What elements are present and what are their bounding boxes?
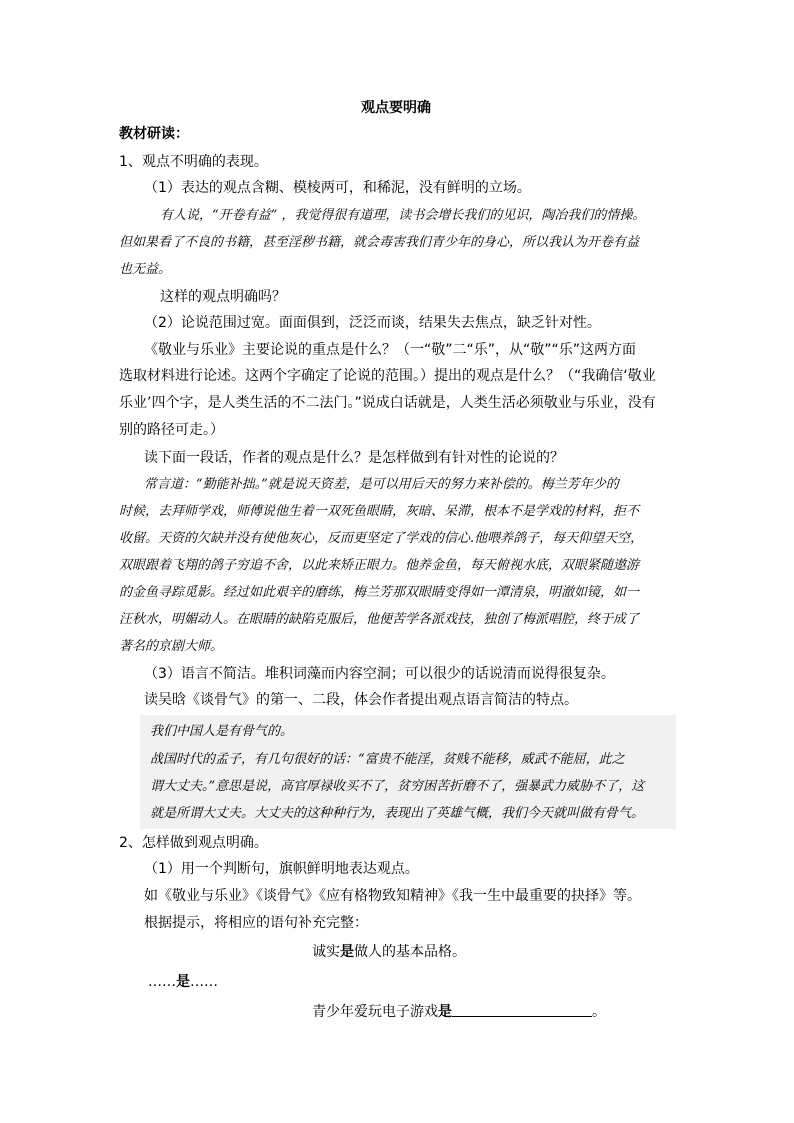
example-1-line: 有人说，“开卷有益” ，我觉得很有道理，读书会增长我们的见识，陶冶我们的情操。 [160, 208, 646, 223]
example-copula: 是 [340, 944, 354, 960]
point-2-1-body: 如《敬业与乐业》《谈骨气》《应有格物致知精神》《我一生中最重要的抉择》等。 [144, 888, 641, 904]
example-3-line: 我们中国人是有骨气的。 [150, 724, 294, 739]
fill-end-mark: 。 [592, 1004, 606, 1020]
example-subject: 诚实 [312, 944, 340, 960]
heading-2: 2、怎样做到观点明确。 [119, 835, 268, 851]
page-title: 观点要明确 [361, 100, 431, 116]
pattern-left: …… [148, 974, 176, 990]
question-3: 读吴晗《谈骨气》的第一、二段，体会作者提出观点语言简洁的特点。 [144, 692, 578, 708]
example-2-line: 的金鱼寻踪觅影。经过如此艰辛的磨练，梅兰芳那双眼睛变得如一潭清泉，明澈如镜，如一 [119, 585, 640, 600]
example-3-line: 谓大丈夫。”意思是说，高官厚禄收买不了，贫穷困苦折磨不了，强暴武力威胁不了，这 [150, 779, 645, 794]
example-1-line: 但如果看了不良的书籍，甚至淫秽书籍，就会毒害我们青少年的身心，所以我认为开卷有益 [119, 235, 640, 250]
fill-in-blank[interactable] [452, 1001, 592, 1017]
example-2-line: 常言道：“勤能补拙。”就是说天资差，是可以用后天的努力来补偿的。梅兰芳年少的 [144, 477, 619, 492]
point-1-2: （2）论说范围过宽。面面俱到，泛泛而谈，结果失去焦点，缺乏针对性。 [144, 315, 601, 331]
pattern-sentence [148, 972, 218, 992]
point-1-3: （3）语言不简洁。堆积词藻而内容空洞；可以很少的话说清而说得很复杂。 [144, 666, 615, 682]
example-2-line: 收留。天资的欠缺并没有使他灰心，反而更坚定了学戏的信心.他喂养鸽子，每天仰望天空， [119, 531, 644, 546]
point-1-2-body: 别的路径可走。） [119, 422, 224, 438]
point-1-1: （1）表达的观点含糊、模棱两可，和稀泥，没有鲜明的立场。 [144, 180, 531, 196]
question-1: 这样的观点明确吗？ [160, 289, 286, 305]
example-1-line: 也无益。 [119, 262, 172, 277]
point-1-2-body: 选取材料进行论述。这两个字确定了论说的范围。）提出的观点是什么？（“我确信‘敬业 [119, 368, 656, 384]
point-1-2-body: 乐业’四个字，是人类生活的不二法门。”说成白话就是，人类生活必须敬业与乐业，没有 [119, 395, 656, 411]
heading-1: 1、观点不明确的表现。 [119, 154, 268, 170]
fill-sentence [312, 1001, 606, 1022]
example-2-line: 著名的京剧大师。 [119, 639, 224, 654]
example-2-line: 时候，去拜师学戏，师傅说他生着一双死鱼眼睛，灰暗、呆滞，根本不是学戏的材料，拒不 [119, 504, 640, 519]
section-heading: 教材研读： [119, 126, 189, 142]
example-2-line: 双眼跟着飞翔的鸽子穷追不舍，以此来矫正眼力。他养金鱼，每天俯视水底，双眼紧随遨游 [119, 558, 640, 573]
pattern-right: …… [190, 974, 218, 990]
example-2-line: 汪秋水，明媚动人。在眼睛的缺陷克服后，他便苦学各派戏技，独创了梅派唱腔，终于成了 [119, 612, 640, 627]
example-predicate: 做人的基本品格。 [354, 944, 466, 960]
example-3-line: 战国时代的孟子，有几句很好的话：“富贵不能淫，贫贱不能移，威武不能屈，此之 [150, 752, 625, 767]
question-2: 读下面一段话，作者的观点是什么？是怎样做到有针对性的论说的？ [144, 450, 564, 466]
point-2-1-prompt: 根据提示，将相应的语句补充完整： [144, 915, 368, 931]
example-3-line: 就是所谓大丈夫。大丈夫的这种种行为，表现出了英雄气概，我们今天就叫做有骨气。 [150, 806, 645, 821]
example-sentence [312, 942, 466, 962]
point-2-1: （1）用一个判断句，旗帜鲜明地表达观点。 [144, 861, 419, 877]
fill-copula: 是 [438, 1004, 452, 1020]
pattern-copula: 是 [176, 974, 190, 990]
fill-subject: 青少年爱玩电子游戏 [312, 1004, 438, 1020]
point-1-2-body: 《敬业与乐业》主要论说的重点是什么？（一“敬”二“乐”，从“敬”“乐”这两方面 [144, 342, 637, 358]
